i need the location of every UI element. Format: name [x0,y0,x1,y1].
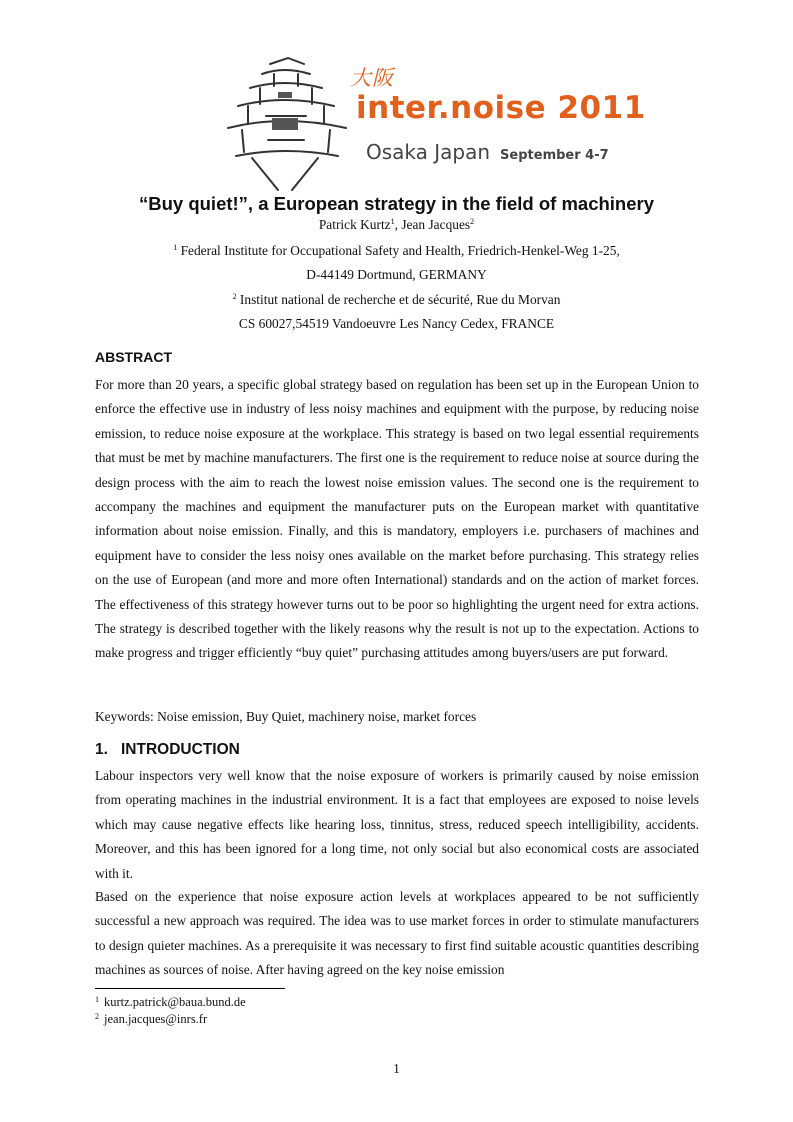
affiliation-2-text: Institut national de recherche et de sécurité, Rue du Morvan [239,292,561,307]
author-2-mark: 2 [470,217,475,226]
conference-logo [222,52,646,192]
section-number: 1. [95,741,108,758]
footnote-divider [95,988,285,989]
abstract-heading: ABSTRACT [95,349,172,365]
affiliation-2-line-1 [0,292,793,308]
logo-title: inter.noise 2011 [356,90,646,126]
section-heading-introduction [95,741,240,759]
osaka-castle-icon [222,52,352,192]
footnote-1-mark: 1 [95,995,99,1004]
author-1-mark: 1 [390,217,395,226]
author-line [0,217,793,233]
logo-kanji: 大阪 [350,66,394,90]
abstract-text: For more than 20 years, a specific global strategy based on regulation has been set up in the European Union to enforce the effective use in industry of less noisy machines and equipment with the purpose, by reducing noise emission, to reduce noise exposure at the workplace. This strategy is based on two legal essential requirements that must be met by machine manufacturers. The first one is the requirement to reduce noise at source during the design process with the aim to reach the lowest noise emission values. The second one is the requirement to accompany the machines and equipment the manufacturer puts on the European market with quantitative information about noise emission. Finally, and this is mandatory, employers i.e. purchasers of machines and equipment have to consider the less noisy ones available on the market before purchasing. This strategy relies on the use of European (and more and more often International) standards and on the action of market forces. The effectiveness of this strategy however turns out to be poor so highlighting the urgent need for extra actions. The strategy is described together with the likely reasons why the result is not up to the expectation. Actions to make progress and trigger efficiently “buy quiet” purchasing attitudes among buyers/users are put forward. [95,377,699,661]
paper-title: “Buy quiet!”, a European strategy in the field of machinery [138,193,654,214]
affiliation-2-mark: 2 [232,292,237,301]
affiliation-1-text: Federal Institute for Occupational Safety and Health, Friedrich-Henkel-Weg 1-25, [180,243,620,258]
logo-location [366,140,609,164]
author-separator: , [394,217,402,232]
logo-dates: September 4-7 [500,148,609,163]
author-2: Jean Jacques [401,217,471,232]
keywords: Keywords: Noise emission, Buy Quiet, machinery noise, market forces [95,709,477,724]
affiliation-1-line-1 [0,243,793,259]
footnote-2-email: jean.jacques@inrs.fr [104,1012,208,1026]
affiliation-2-line-2: CS 60027,54519 Vandoeuvre Les Nancy Cedex, FRANCE [238,316,555,331]
footnote-1-email: kurtz.patrick@baua.bund.de [104,995,246,1009]
intro-paragraph-2: Based on the experience that noise exposure action levels at workplaces appeared to be not sufficiently successful a new approach was required. The idea was to use market forces in order to stimulate manufacturers to design quieter machines. As a prerequisite it was necessary to first find suitable acoustic quantities describing machines as sources of noise. After having agreed on the key noise emission [95,889,699,978]
intro-paragraph-1: Labour inspectors very well know that the noise exposure of workers is primarily caused by noise emission from operating machines in the industrial environment. It is a fact that employees are exposed to noise levels which may cause negative effects like hearing loss, tinnitus, stress, reduced speech intelligibility, accidents. Moreover, and this has been ignored for a long time, not only social but also economical costs are associated with it. [95,768,699,881]
footnote-2 [95,1012,207,1027]
footnote-2-mark: 2 [95,1012,99,1021]
page-number: 1 [393,1061,400,1076]
section-title: INTRODUCTION [121,741,240,758]
footnote-1 [95,995,246,1010]
affiliation-1-mark: 1 [173,243,178,252]
author-1: Patrick Kurtz [318,217,391,232]
affiliation-1-line-2: D-44149 Dortmund, GERMANY [306,267,487,282]
logo-place: Osaka Japan [366,140,491,164]
